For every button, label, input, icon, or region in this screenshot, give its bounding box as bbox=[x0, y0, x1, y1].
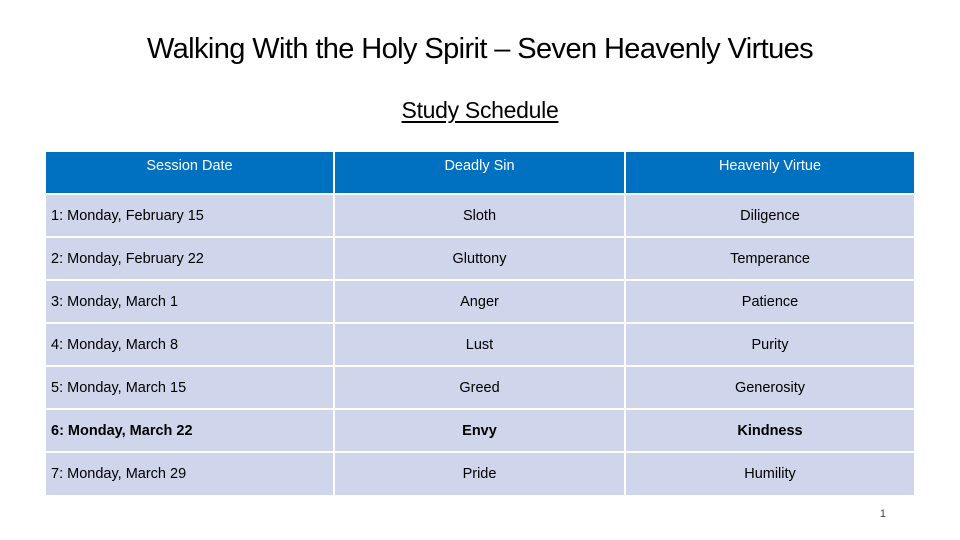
heavenly-virtue-cell: Humility bbox=[625, 452, 914, 495]
table-row bbox=[46, 409, 914, 452]
slide-subtitle-text: Study Schedule bbox=[401, 97, 559, 123]
study-schedule-table bbox=[46, 152, 914, 495]
heavenly-virtue-cell: Kindness bbox=[625, 409, 914, 452]
heavenly-virtue-cell: Purity bbox=[625, 323, 914, 366]
session-date-cell: 2: Monday, February 22 bbox=[46, 237, 334, 280]
table-row bbox=[46, 237, 914, 280]
heavenly-virtue-cell: Temperance bbox=[625, 237, 914, 280]
table-row bbox=[46, 280, 914, 323]
session-date-cell: 6: Monday, March 22 bbox=[46, 409, 334, 452]
table-row bbox=[46, 452, 914, 495]
session-date-cell: 4: Monday, March 8 bbox=[46, 323, 334, 366]
table-row bbox=[46, 323, 914, 366]
header-heavenly-virtue: Heavenly Virtue bbox=[625, 152, 914, 194]
deadly-sin-cell: Pride bbox=[334, 452, 625, 495]
table-row bbox=[46, 366, 914, 409]
deadly-sin-cell: Envy bbox=[334, 409, 625, 452]
deadly-sin-cell: Greed bbox=[334, 366, 625, 409]
deadly-sin-cell: Gluttony bbox=[334, 237, 625, 280]
header-session-date: Session Date bbox=[46, 152, 334, 194]
header-deadly-sin: Deadly Sin bbox=[334, 152, 625, 194]
session-date-cell: 1: Monday, February 15 bbox=[46, 194, 334, 237]
page-number: 1 bbox=[879, 508, 886, 520]
table-header-row bbox=[46, 152, 914, 194]
heavenly-virtue-cell: Diligence bbox=[625, 194, 914, 237]
slide-subtitle bbox=[0, 97, 960, 124]
deadly-sin-cell: Sloth bbox=[334, 194, 625, 237]
deadly-sin-cell: Lust bbox=[334, 323, 625, 366]
heavenly-virtue-cell: Patience bbox=[625, 280, 914, 323]
slide-title: Walking With the Holy Spirit – Seven Heavenly Virtues bbox=[146, 33, 814, 65]
heavenly-virtue-cell: Generosity bbox=[625, 366, 914, 409]
table-row bbox=[46, 194, 914, 237]
session-date-cell: 5: Monday, March 15 bbox=[46, 366, 334, 409]
session-date-cell: 7: Monday, March 29 bbox=[46, 452, 334, 495]
session-date-cell: 3: Monday, March 1 bbox=[46, 280, 334, 323]
deadly-sin-cell: Anger bbox=[334, 280, 625, 323]
